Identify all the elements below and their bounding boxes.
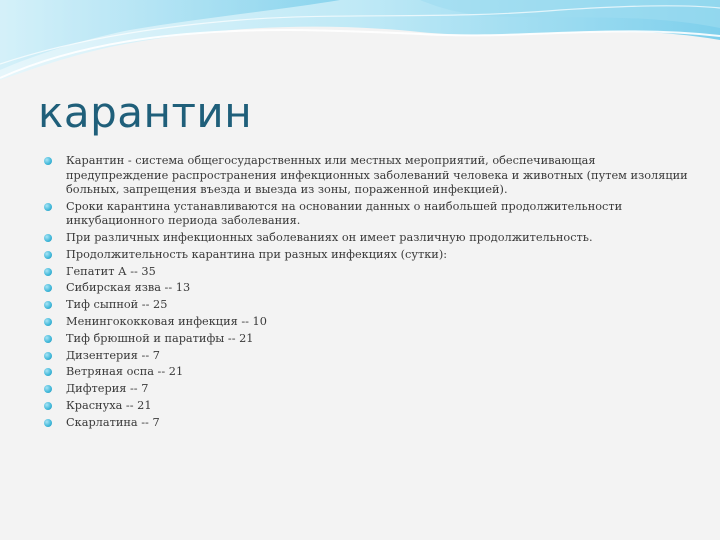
- list-item-text: Тиф брюшной и паратифы -- 21: [66, 331, 254, 345]
- list-item: [44, 332, 694, 347]
- list-item: [44, 281, 694, 296]
- list-item: [44, 200, 694, 229]
- list-item: [44, 315, 694, 330]
- list-item: [44, 365, 694, 380]
- slide-title: карантин: [38, 88, 253, 137]
- bullet-icon: [44, 402, 52, 410]
- bullet-icon: [44, 318, 52, 326]
- list-item-text: Карантин - система общегосударственных или местных мероприятий, обеспечивающая предупреждение распространения инфекционных заболеваний человека и животных (путем изоляции больных, запрещения въезда и выезда из зоны, пораженной инфекцией).: [66, 154, 688, 196]
- list-item-text: При различных инфекционных заболеваниях он имеет различную продолжительность.: [66, 231, 593, 245]
- list-item: [44, 231, 694, 246]
- bullet-icon: [44, 385, 52, 393]
- bullet-icon: [44, 157, 52, 165]
- list-item-text: Дизентерия -- 7: [66, 348, 160, 362]
- header-wave-decoration: [0, 0, 720, 90]
- bullet-icon: [44, 352, 52, 360]
- bullet-icon: [44, 203, 52, 211]
- bullet-icon: [44, 301, 52, 309]
- list-item: [44, 298, 694, 313]
- list-item-text: Гепатит А -- 35: [66, 264, 156, 278]
- list-item-text: Менингококковая инфекция -- 10: [66, 315, 267, 329]
- list-item: [44, 154, 694, 198]
- list-item: [44, 416, 694, 431]
- list-item-text: Скарлатина -- 7: [66, 415, 160, 429]
- list-item-text: Ветряная оспа -- 21: [66, 365, 184, 379]
- bullet-icon: [44, 251, 52, 259]
- list-item-text: Дифтерия -- 7: [66, 382, 149, 396]
- list-item: [44, 349, 694, 364]
- list-item: [44, 399, 694, 414]
- bullet-icon: [44, 234, 52, 242]
- list-item: [44, 265, 694, 280]
- list-item-text: Сроки карантина устанавливаются на основании данных о наибольшей продолжительности инкубационного периода заболевания.: [66, 199, 623, 228]
- list-item-text: Сибирская язва -- 13: [66, 281, 191, 295]
- list-item-text: Продолжительность карантина при разных инфекциях (сутки):: [66, 247, 448, 261]
- bullet-icon: [44, 268, 52, 276]
- list-item: [44, 382, 694, 397]
- bullet-icon: [44, 419, 52, 427]
- bullet-list: [44, 154, 694, 433]
- list-item-text: Тиф сыпной -- 25: [66, 298, 168, 312]
- bullet-icon: [44, 335, 52, 343]
- list-item-text: Краснуха -- 21: [66, 399, 152, 413]
- bullet-icon: [44, 284, 52, 292]
- bullet-icon: [44, 368, 52, 376]
- list-item: [44, 248, 694, 263]
